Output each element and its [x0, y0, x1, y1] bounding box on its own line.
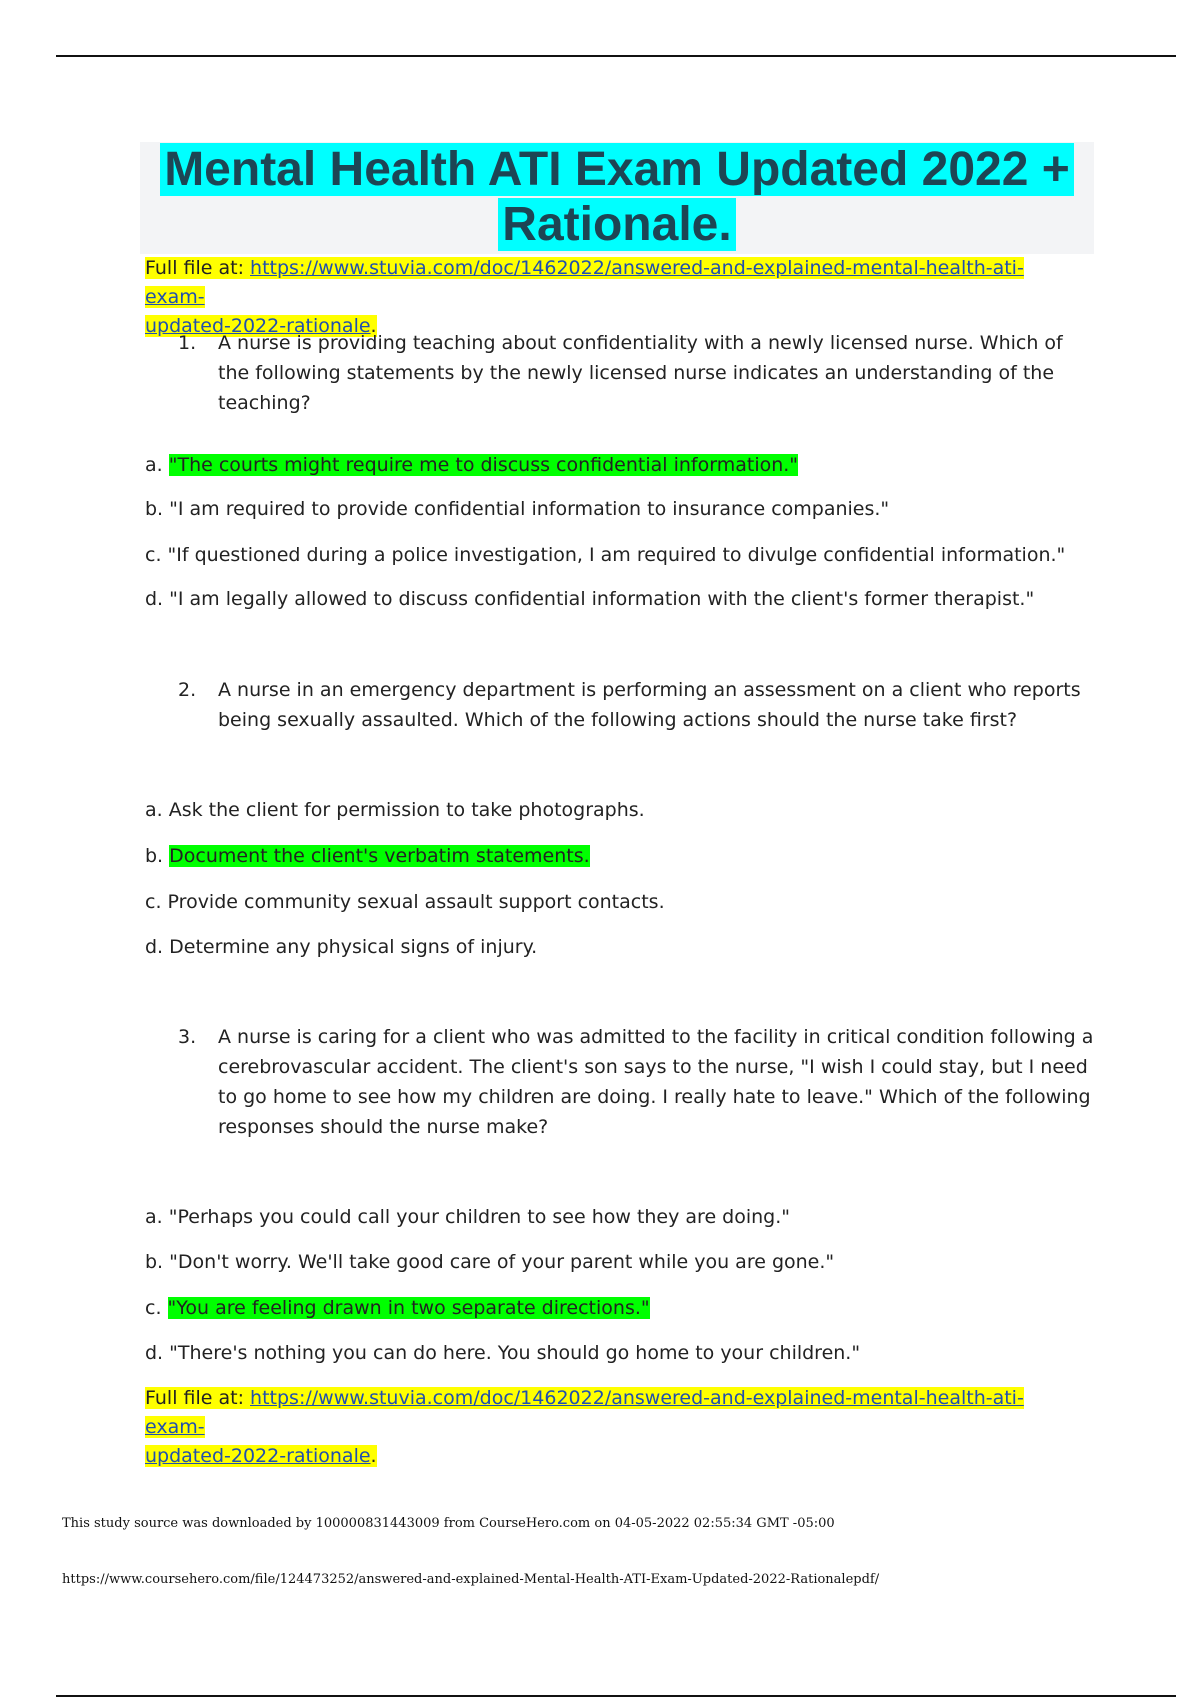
option-text: "I am required to provide confidential information to insurance companies." [169, 498, 890, 520]
option-letter: a. [145, 799, 163, 821]
option-text: "Perhaps you could call your children to see how they are doing." [168, 1206, 791, 1228]
option-text: "Don't worry. We'll take good care of your parent while you are gone." [169, 1251, 835, 1273]
option-letter: b. [145, 845, 164, 867]
correct-answer: Document the client's verbatim statements. [169, 845, 590, 867]
option-1c [145, 540, 1065, 570]
option-letter: c. [145, 1297, 162, 1319]
full-file-link-cont[interactable]: updated-2022-rationale [145, 1445, 371, 1467]
option-3a [145, 1202, 790, 1232]
question-1 [178, 328, 1098, 418]
title-line-2: Rationale. [498, 198, 735, 251]
option-2a [145, 795, 645, 825]
option-letter: c. [145, 544, 162, 566]
option-letter: b. [145, 498, 164, 520]
full-file-label: Full file at: [145, 1387, 251, 1409]
correct-answer: "You are feeling drawn in two separate directions." [167, 1297, 650, 1319]
page-title [140, 142, 1094, 252]
question-2 [178, 675, 1098, 735]
title-band [140, 142, 1094, 254]
option-text: "If questioned during a police investigation, I am required to divulge confidential information." [167, 544, 1066, 566]
bottom-rule [56, 1695, 1176, 1697]
option-text: Ask the client for permission to take photographs. [168, 799, 645, 821]
option-letter: a. [145, 1206, 163, 1228]
option-text: Determine any physical signs of injury. [169, 936, 538, 958]
top-rule [56, 55, 1176, 57]
full-file-label: Full file at: [145, 257, 251, 279]
option-letter: a. [145, 454, 163, 476]
option-text: "There's nothing you can do here. You should go home to your children." [169, 1342, 861, 1364]
option-3d [145, 1338, 860, 1368]
option-letter: b. [145, 1251, 164, 1273]
question-text: A nurse is caring for a client who was admitted to the facility in critical condition following a cerebrovascular accident. The client's son says to the nurse, "I wish I could stay, but I need to go home to see how my children are doing. I really hate to leave." Which of the following responses should the nurse make? [218, 1026, 1094, 1138]
full-file-bottom [145, 1384, 1075, 1471]
full-file-link[interactable]: https://www.stuvia.com/doc/1462022/answered-and-explained-mental-health-ati-exam- [145, 257, 1024, 308]
full-file-trail: . [370, 315, 377, 337]
full-file-link-cont[interactable]: updated-2022-rationale [145, 315, 371, 337]
full-file-trail: . [370, 1445, 377, 1467]
question-3 [178, 1022, 1098, 1142]
question-text: A nurse is providing teaching about confidentiality with a newly licensed nurse. Which of the following statements by the newly licensed nurse indicates an understanding of the teaching? [218, 332, 1063, 414]
option-3b [145, 1247, 834, 1277]
title-line-1: Mental Health ATI Exam Updated 2022 + [160, 143, 1074, 196]
option-1b [145, 494, 889, 524]
question-text: A nurse in an emergency department is performing an assessment on a client who reports being sexually assaulted. Which of the following actions should the nurse take first? [218, 679, 1081, 731]
option-letter: d. [145, 588, 164, 610]
option-text: "I am legally allowed to discuss confidential information with the client's former therapist." [169, 588, 1035, 610]
question-number: 3. [178, 1026, 197, 1048]
full-file-link[interactable]: https://www.stuvia.com/doc/1462022/answered-and-explained-mental-health-ati-exam- [145, 1387, 1024, 1438]
footer-source: This study source was downloaded by 100000831443009 from CourseHero.com on 04-05-2022 02:55:34 GMT -05:00 [62, 1516, 835, 1531]
option-letter: d. [145, 1342, 164, 1364]
option-1a [145, 450, 798, 480]
option-1d [145, 584, 1034, 614]
option-2d [145, 932, 537, 962]
footer-url[interactable]: https://www.coursehero.com/file/124473252/answered-and-explained-Mental-Health-ATI-Exam-Updated-2022-Rationalepdf/ [62, 1572, 880, 1587]
option-letter: c. [145, 891, 162, 913]
question-number: 1. [178, 332, 197, 354]
option-text: Provide community sexual assault support contacts. [167, 891, 665, 913]
option-letter: d. [145, 936, 164, 958]
question-number: 2. [178, 679, 197, 701]
correct-answer: "The courts might require me to discuss confidential information." [168, 454, 799, 476]
option-2c [145, 887, 665, 917]
option-3c [145, 1293, 650, 1323]
option-2b [145, 841, 590, 871]
